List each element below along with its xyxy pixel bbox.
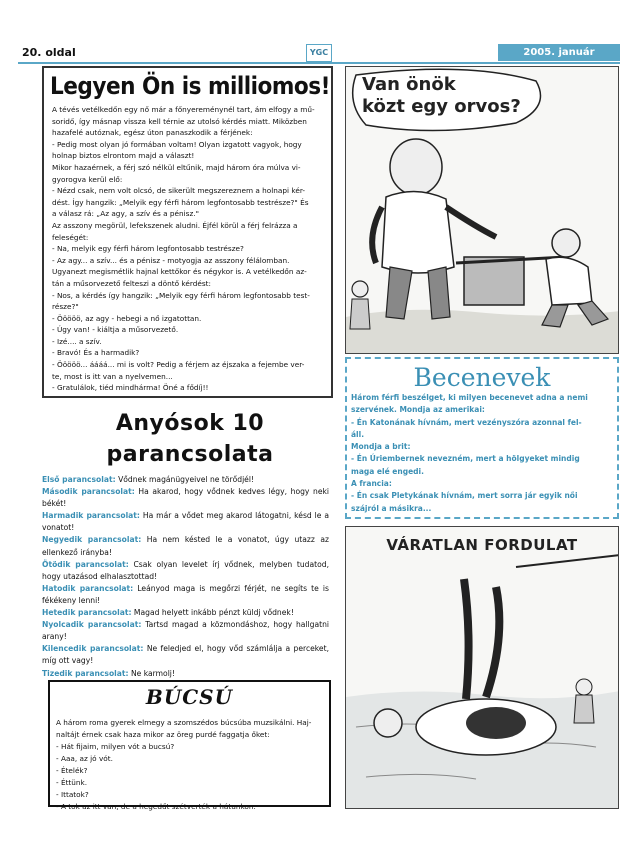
text-line: része?": [52, 302, 79, 312]
text-line: A francia:: [351, 479, 392, 489]
text-line: - Éttünk.: [56, 778, 88, 787]
command-text: Ha nem késted le a vonatot, úgy utazz az ellenkező irányba!: [42, 535, 329, 557]
command-label: Harmadik parancsolat:: [42, 511, 140, 521]
surprise-cartoon-drawing: [346, 527, 619, 809]
text-line: holnap biztos elrontom majd a választ!: [52, 151, 195, 161]
text-line: - Én Katonának hívnám, mert vezényszóra azonnal fel-: [351, 417, 582, 427]
command-label: Negyedik parancsolat:: [42, 535, 142, 545]
surprise-cartoon: [345, 526, 619, 809]
command-label: Első parancsolat:: [42, 475, 116, 484]
text-line: - Az agy... a szív... és a pénisz - motyogja az asszony félálomban.: [52, 255, 290, 265]
text-line: naltájt érnek csak haza mikor az öreg purdé faggatja őket:: [56, 730, 270, 739]
text-line: - Ööööö, az agy - hebegi a nő izgatottan.: [52, 313, 202, 323]
list-item: [42, 583, 329, 607]
command-label: Nyolcadik parancsolat:: [42, 620, 142, 630]
list-item: [42, 607, 329, 619]
text-line: - Gratulálok, tiéd mindhárma! Öné a fődíj!!: [52, 383, 209, 393]
text-line: - Ételék?: [56, 766, 88, 775]
becenevek-title: Becenevek: [413, 363, 551, 392]
text-line: szájról a másikra...: [351, 503, 432, 513]
list-item: [42, 668, 329, 680]
list-item: [42, 474, 329, 486]
command-text: Tartsd magad a közmondáshoz, hogy hallgatni arany!: [42, 620, 330, 642]
text-line: hazafelé autóznak, egész úton panaszkodik a férjének:: [52, 128, 253, 138]
text-line: - Nos, a kérdés így hangzik: „Melyik egy férfi három legfontosabb test-: [52, 290, 310, 300]
text-line: A tévés vetélkedőn egy nő már a főnyereménynél tart, ám elfogy a mű-: [52, 105, 315, 114]
list-item: [42, 643, 329, 667]
becenevek-body: [351, 392, 613, 515]
text-line: - Na, melyik egy férfi három legfontosabb testrésze?: [52, 244, 244, 254]
command-text: Vődnek magánügyeivel ne törődjél!: [118, 475, 255, 484]
doctor-cartoon-caption: [362, 74, 521, 118]
text-line: - Aaa, az jó vót.: [56, 754, 113, 763]
milliomos-title: Legyen Ön is milliomos!: [50, 72, 330, 100]
text-line: soridő, így másnap vissza kell térnie az utolsó kérdés miatt. Miközben: [52, 116, 307, 126]
text-line: szervének. Mondja az amerikai:: [351, 405, 485, 415]
command-label: Második parancsolat:: [42, 487, 135, 497]
text-line: - Én csak Pletykának hívnám, mert sorra jár egyik női: [351, 491, 578, 501]
text-line: a válasz rá: „Az agy, a szív és a pénisz.": [52, 209, 199, 219]
page-number: 20. oldal: [22, 46, 76, 59]
publication-logo: YGC: [306, 44, 332, 62]
milliomos-body: [52, 104, 325, 394]
command-text: Leányod maga is megőrzi férjét, ne segíts te is fékékeny lenni!: [42, 583, 329, 605]
text-line: Az asszony megörül, lefekszenek aludni. Éjfél körül a férj felrázza a: [52, 220, 298, 230]
text-line: Mikor hazaérnek, a férj szó nélkül eltűnik, majd három óra múlva vi-: [52, 162, 301, 172]
text-line: A három roma gyerek elmegy a szomszédos búcsúba muzsikálni. Haj-: [56, 718, 312, 727]
text-line: - Én Úriembernek nevezném, mert a hölgyeket mindig: [351, 454, 580, 464]
caption-line: közt egy orvos?: [362, 96, 521, 117]
command-text: Csak olyan levelet írj vődnek, melyben tudatod, hogy utazásod elhalasztottad!: [42, 559, 329, 581]
text-line: - Izé.... a szív.: [52, 336, 102, 346]
text-line: Három férfi beszélget, ki milyen becenevet adna a nemi: [351, 393, 588, 402]
text-line: Mondja a brit:: [351, 442, 411, 452]
text-line: te, most is itt van a nyelvemen...: [52, 371, 173, 381]
text-line: - A tok az itt van, de a hegedűt szétverték a hátunkon.: [56, 802, 256, 811]
anyosok-title-line1: Anyósok 10: [115, 411, 265, 436]
surprise-cartoon-caption: VÁRATLAN FORDULAT: [386, 536, 578, 554]
anyosok-title-line2: parancsolata: [106, 442, 274, 467]
command-label: Ötödik parancsolat:: [42, 559, 129, 569]
command-text: Ne feledjed el, hogy vőd számlálja a perceket, míg ott vagy!: [42, 644, 329, 666]
text-line: - Pedig most olyan jó formában voltam! Olyan izgatott vagyok, hogy: [52, 139, 302, 149]
text-line: - Hát fijaim, milyen vót a bucsú?: [56, 742, 175, 751]
command-text: Ne karmolj!: [130, 668, 175, 678]
text-line: Ugyanezt megismétlik hajnal kettőkor és négykor is. A vetélkedőn az-: [52, 267, 307, 277]
anyosok-list: [42, 474, 329, 680]
text-line: - Ööööö... áááá... mi is volt? Pedig a férjem az éjszaka a fejembe ver-: [52, 360, 305, 370]
text-line: - Bravó! És a harmadik?: [52, 348, 140, 358]
command-label: Tizedik parancsolat:: [42, 668, 129, 678]
command-text: Ha akarod, hogy vődnek kedves légy, hogy neki békét!: [42, 487, 329, 509]
text-line: maga elé engedi.: [351, 466, 424, 476]
text-line: feleségét:: [52, 232, 89, 242]
command-label: Hatodik parancsolat:: [42, 583, 134, 593]
text-line: dést. Így hangzik: „Melyik egy férfi három legfontosabb testrésze?" És: [52, 197, 309, 207]
list-item: [42, 534, 329, 558]
command-text: Magad helyett inkább pénzt küldj vődnek!: [133, 608, 294, 618]
text-line: gyorogva kerül elő:: [52, 174, 123, 184]
bucsu-body: [56, 717, 326, 813]
text-line: tán a műsorvezető felteszi a döntő kérdést:: [52, 278, 211, 288]
text-line: - Ittatok?: [56, 790, 89, 799]
command-text: Ha már a vődet meg akarod látogatni, késd le a vonatot!: [42, 511, 329, 533]
command-label: Kilencedik parancsolat:: [42, 644, 144, 654]
bucsu-title: BÚCSÚ: [145, 685, 234, 709]
command-label: Hetedik parancsolat:: [42, 608, 132, 618]
list-item: [42, 486, 329, 510]
list-item: [42, 619, 329, 643]
text-line: áll.: [351, 429, 365, 439]
list-item: [42, 559, 329, 583]
text-line: - Nézd csak, nem volt olcsó, de sikerült megszereznem a holnapi kér-: [52, 186, 305, 196]
text-line: - Úgy van! - kiáltja a műsorvezető.: [52, 325, 179, 335]
list-item: [42, 510, 329, 534]
issue-date: 2005. január: [498, 44, 620, 61]
caption-line: Van önök: [362, 74, 456, 95]
anyosok-title: [54, 408, 326, 470]
